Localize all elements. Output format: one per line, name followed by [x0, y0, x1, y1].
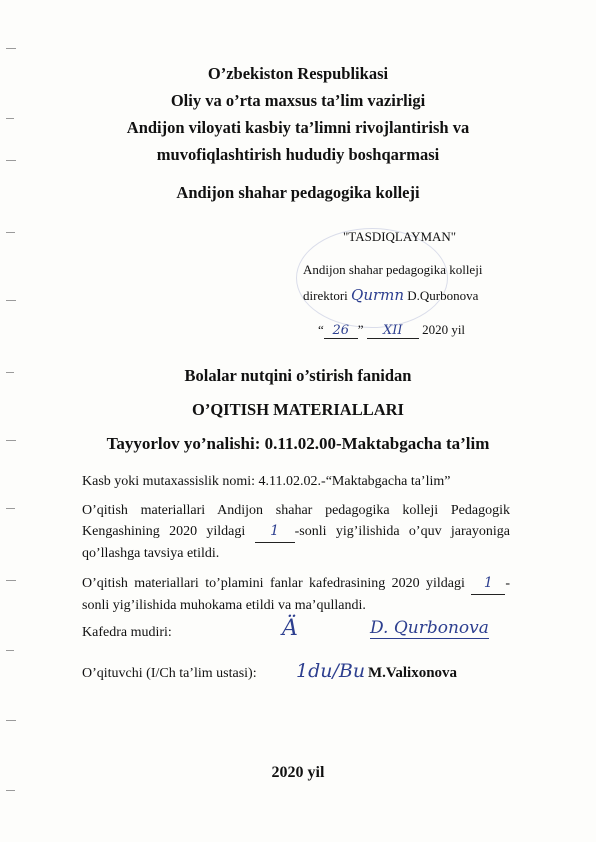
- header-ministry: Oliy va o’rta maxsus ta’lim vazirligi: [170, 91, 426, 110]
- approval-role: direktori: [303, 288, 348, 303]
- header-administration: muvofiqlashtirish hududiy boshqarmasi: [156, 145, 440, 164]
- approval-date-line: “ 26 ” XII 2020 yil: [318, 322, 466, 338]
- teacher-name: M.Valixonova: [368, 665, 458, 681]
- approval-director-name: D.Qurbonova: [407, 288, 479, 303]
- council-meeting-number: 1: [270, 523, 280, 539]
- department-head-signature: Ä: [282, 616, 298, 641]
- specialty-name: Kasb yoki mutaxassislik nomi: 4.11.02.02.-“Maktabgacha ta’lim”: [82, 474, 451, 489]
- teacher-label: O’qituvchi (I/Ch ta’lim ustasi):: [82, 666, 257, 681]
- header-republic: O’zbekiston Respublikasi: [207, 64, 389, 83]
- approval-role-line: [303, 286, 478, 304]
- subject-line: Bolalar nutqini o’stirish fanidan: [184, 366, 412, 385]
- document-title: O’QITISH MATERIALLARI: [192, 400, 404, 419]
- approval-title: "TASDIQLAYMAN": [343, 229, 457, 244]
- approval-year: 2020 yil: [422, 322, 466, 337]
- footer-year: 2020 yil: [271, 764, 325, 781]
- approval-month: XII: [383, 323, 403, 338]
- director-signature: Qurmn: [351, 286, 405, 304]
- header-region: Andijon viloyati kasbiy ta’limni rivojlantirish va: [126, 118, 470, 137]
- department-head-handwritten-name: D. Qurbonova: [370, 618, 489, 638]
- approval-org: Andijon shahar pedagogika kolleji: [303, 262, 483, 277]
- teacher-signature: 1du/Bu: [296, 660, 366, 682]
- paragraph-department: O’qitish materiallari to’plamini fanlar kafedrasining 2020 yildagi 1 - sonli yig’ilishida muhokama etildi va ma’qullandi.: [82, 575, 511, 613]
- college-name: Andijon shahar pedagogika kolleji: [176, 183, 420, 202]
- training-direction: Tayyorlov yo’nalishi: 0.11.02.00-Maktabgacha ta’lim: [106, 434, 490, 453]
- department-meeting-number: 1: [483, 575, 493, 591]
- department-head-label: Kafedra mudiri:: [82, 625, 172, 640]
- paragraph-council: O’qitish materiallari Andijon shahar pedagogika kolleji Pedagogik Kengashining 2020 yildagi 1 -sonli yig’ilishida o’quv jarayoniga qo’llashga tavsiya etildi.: [82, 503, 510, 561]
- approval-day: 26: [332, 323, 350, 338]
